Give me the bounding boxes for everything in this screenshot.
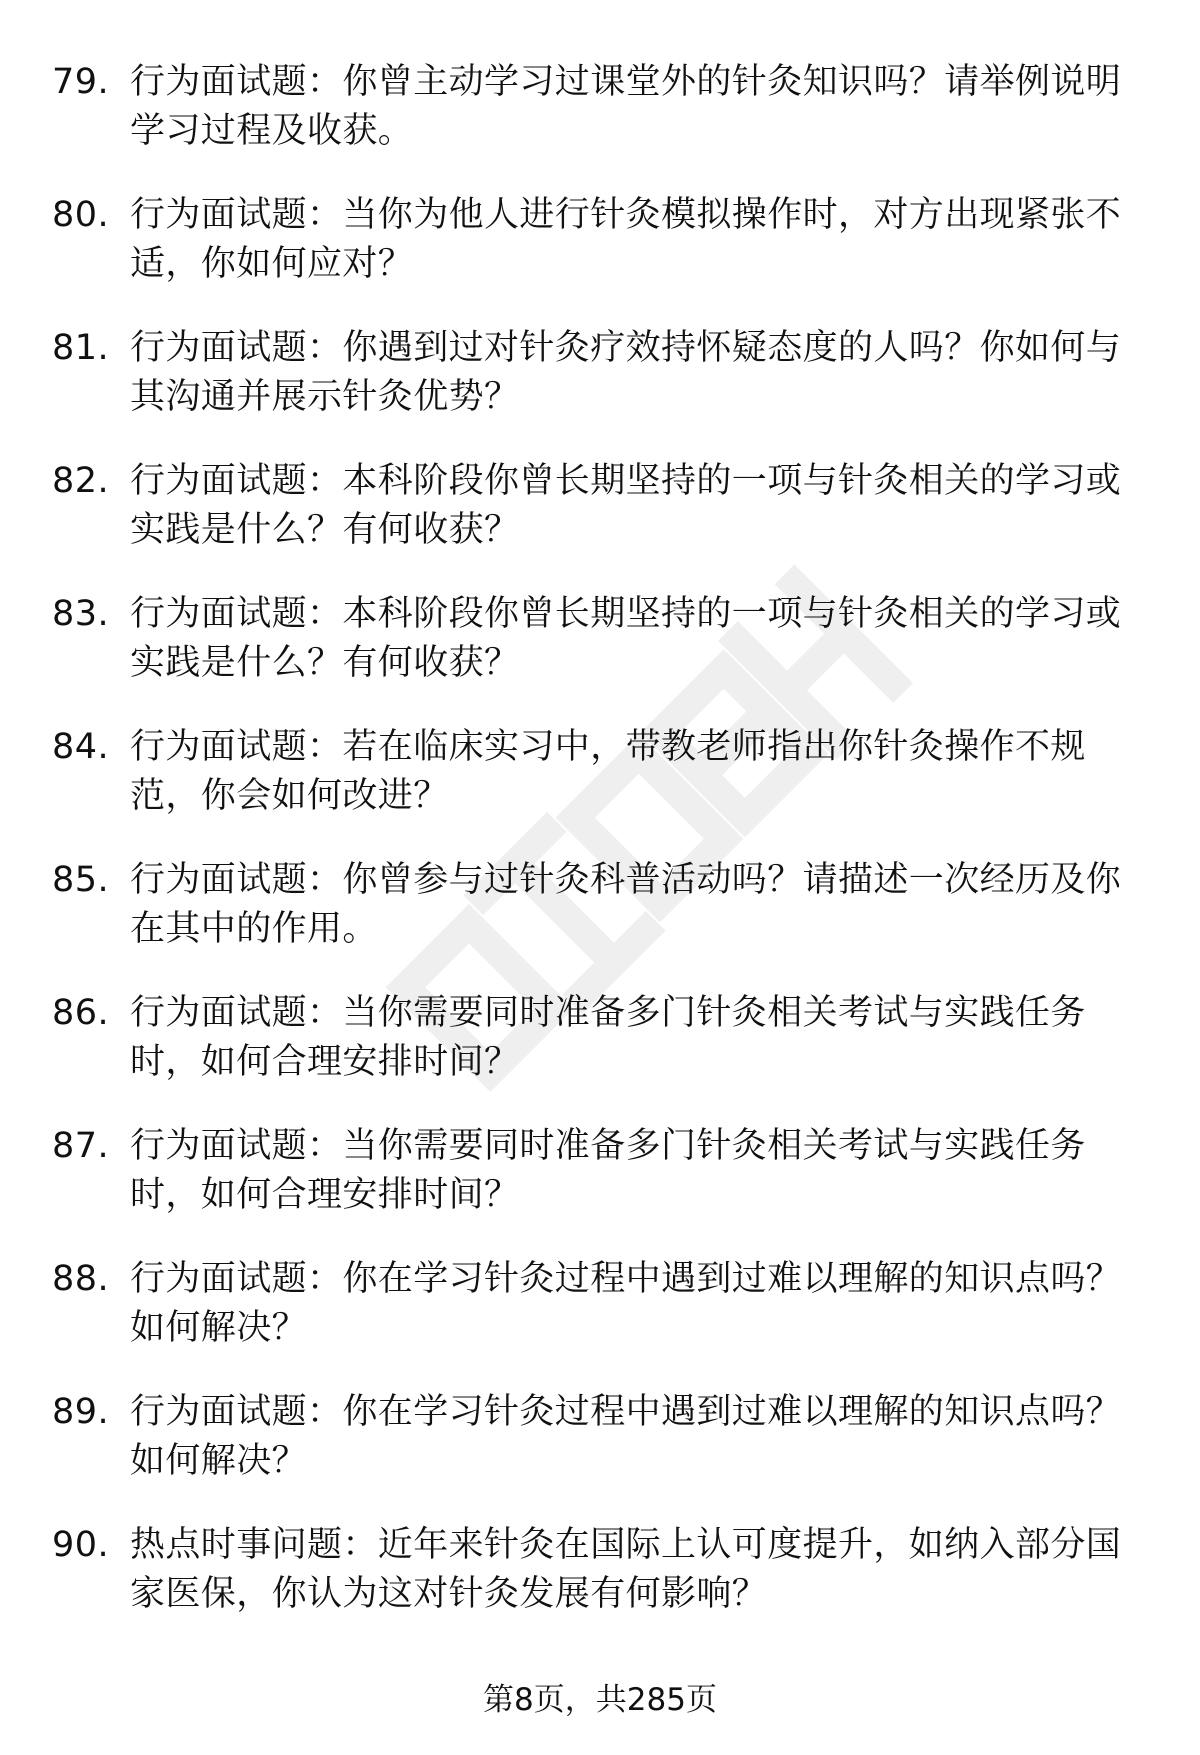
question-number: 87. — [52, 1126, 110, 1166]
page-number-label: 第8页，共285页 — [483, 1682, 717, 1718]
question-text: 热点时事问题：近年来针灸在国际上认可度提升，如纳入部分国家医保，你认为这对针灸发展有何影响？ — [130, 1525, 1122, 1614]
question-item — [52, 191, 1152, 324]
question-text: 行为面试题：你曾参与过针灸科普活动吗？请描述一次经历及你在其中的作用。 — [130, 860, 1122, 949]
question-number: 90. — [52, 1525, 110, 1565]
question-number: 81. — [52, 328, 110, 368]
question-text: 行为面试题：本科阶段你曾长期坚持的一项与针灸相关的学习或实践是什么？有何收获？ — [130, 594, 1122, 683]
question-text: 行为面试题：你在学习针灸过程中遇到过难以理解的知识点吗？如何解决？ — [130, 1259, 1122, 1348]
question-number: 89. — [52, 1392, 110, 1432]
question-text: 行为面试题：你遇到过对针灸疗效持怀疑态度的人吗？你如何与其沟通并展示针灸优势？ — [130, 328, 1122, 417]
question-item — [52, 324, 1152, 457]
question-item — [52, 989, 1152, 1122]
question-number: 88. — [52, 1259, 110, 1299]
question-number: 84. — [52, 727, 110, 767]
question-text: 行为面试题：你曾主动学习过课堂外的针灸知识吗？请举例说明学习过程及收获。 — [130, 62, 1122, 151]
question-list — [52, 58, 1152, 1654]
question-number: 85. — [52, 860, 110, 900]
question-item — [52, 590, 1152, 723]
question-item — [52, 856, 1152, 989]
question-item — [52, 58, 1152, 191]
question-item — [52, 723, 1152, 856]
question-text: 行为面试题：当你需要同时准备多门针灸相关考试与实践任务时，如何合理安排时间？ — [130, 993, 1086, 1082]
question-item — [52, 1388, 1152, 1521]
page-footer — [0, 1680, 1200, 1720]
question-text: 行为面试题：当你为他人进行针灸模拟操作时，对方出现紧张不适，你如何应对？ — [130, 195, 1122, 284]
question-item — [52, 457, 1152, 590]
question-number: 83. — [52, 594, 110, 634]
question-text: 行为面试题：若在临床实习中，带教老师指出你针灸操作不规范，你会如何改进？ — [130, 727, 1086, 816]
question-text: 行为面试题：你在学习针灸过程中遇到过难以理解的知识点吗？如何解决？ — [130, 1392, 1122, 1481]
question-item — [52, 1521, 1152, 1654]
question-text: 行为面试题：当你需要同时准备多门针灸相关考试与实践任务时，如何合理安排时间？ — [130, 1126, 1086, 1215]
question-number: 86. — [52, 993, 110, 1033]
question-text: 行为面试题：本科阶段你曾长期坚持的一项与针灸相关的学习或实践是什么？有何收获？ — [130, 461, 1122, 550]
question-number: 80. — [52, 195, 110, 235]
question-number: 82. — [52, 461, 110, 501]
question-item — [52, 1122, 1152, 1255]
question-number: 79. — [52, 62, 110, 102]
question-item — [52, 1255, 1152, 1388]
